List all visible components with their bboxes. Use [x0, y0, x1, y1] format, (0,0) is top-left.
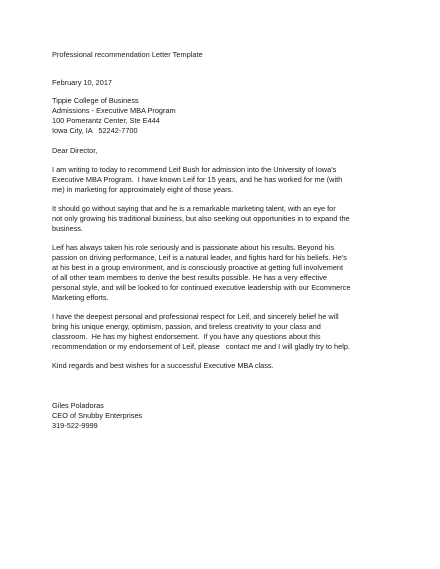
paragraph-talent	[52, 204, 397, 234]
paragraph-line: bring his unique energy, optimism, passion, and tireless creativity to your class and	[52, 322, 321, 331]
paragraph-line: recommendation or my endorsement of Leif, please contact me and I will gladly try to help.	[52, 342, 350, 351]
paragraph-line: business.	[52, 224, 84, 233]
paragraph-line: at his best in a group environment, and is consciously proactive at getting full involvement	[52, 263, 344, 272]
address-line: 100 Pomerantz Center, Ste E444	[52, 116, 160, 125]
signer-phone: 319-522-9999	[52, 421, 98, 430]
address-line: Admissions - Executive MBA Program	[52, 106, 176, 115]
address-line: Tippie College of Business	[52, 96, 139, 105]
letter-body	[52, 78, 397, 431]
letter-date: February 10, 2017	[52, 78, 113, 87]
salutation: Dear Director,	[52, 146, 98, 155]
recipient-address	[52, 96, 397, 136]
paragraph-line: It should go without saying that and he is a remarkable marketing talent, with an eye for	[52, 204, 336, 213]
paragraph-line: I have the deepest personal and professional respect for Leif, and sincerely belief he will	[52, 312, 339, 321]
paragraph-line: Marketing efforts.	[52, 293, 109, 302]
paragraph-line: Leif has always taken his role seriously and is passionate about his results. Beyond his	[52, 243, 335, 252]
paragraph-introduction	[52, 165, 397, 195]
paragraph-line: me) in marketing for approximately eight of those years.	[52, 185, 234, 194]
address-line: Iowa City, IA 52242-7700	[52, 126, 138, 135]
paragraph-line: not only growing his traditional business, but also seeking out opportunities in to expand the	[52, 214, 350, 223]
document-title: Professional recommendation Letter Template	[52, 50, 203, 59]
paragraph-closing	[52, 361, 397, 371]
paragraph-line: of all other team members to derive the best results possible. He has a very effective	[52, 273, 327, 282]
signer-name: Giles Poladoras	[52, 401, 104, 410]
paragraph-line: personal style, and will be looked to for continued executive leadership with our Ecommerce	[52, 283, 351, 292]
paragraph-line: Executive MBA Program. I have known Leif for 15 years, and he has worked for me (with	[52, 175, 343, 184]
paragraph-line: passion on driving performance, Leif is a natural leader, and fights hard for his beliefs. He's	[52, 253, 347, 262]
paragraph-endorsement	[52, 312, 397, 352]
paragraph-line: I am writing to today to recommend Leif Bush for admission into the University of Iowa's	[52, 165, 337, 174]
paragraph-line: Kind regards and best wishes for a successful Executive MBA class.	[52, 361, 274, 370]
paragraph-line: classroom. He has my highest endorsement. If you have any questions about this	[52, 332, 321, 341]
signature-block	[52, 401, 397, 431]
paragraph-leadership	[52, 243, 397, 303]
signer-title: CEO of Snubby Enterprises	[52, 411, 143, 420]
